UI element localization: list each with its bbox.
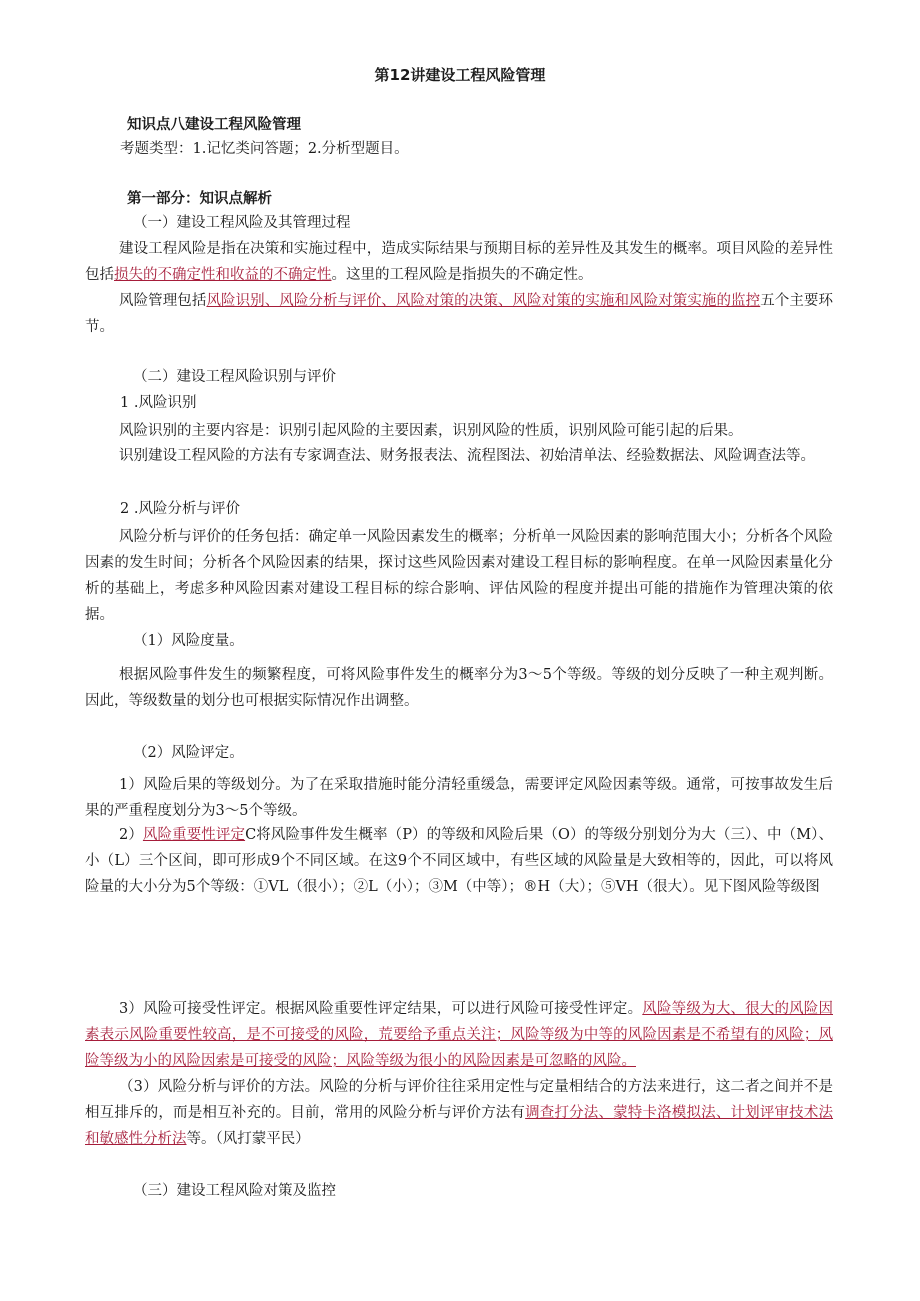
item-2-heading: 2 .风险分析与评价: [120, 501, 240, 517]
highlight-text: 风险重要性评定: [142, 827, 246, 843]
text: 风险管理包括: [119, 293, 207, 309]
highlight-text: 风险等级为大、很大的风险因素表示风险重要性较高，是不可接受的风险，荒要给予重点关注；风险等级为中等的风险因素是不希望有的风险；风险等级为小的风险因索是可接受的风险；风险等级为很小的风险因素是可忽略的风险。: [85, 1001, 833, 1069]
section-2-heading: （二）建设工程风险识别与评价: [133, 369, 336, 385]
subsection-evaluation: （2）风险评定。: [133, 745, 244, 761]
knowledge-point-heading: 知识点八建设工程风险管理: [127, 117, 301, 133]
text: （3）风险分析与评价的方法。风险的分析与评价往往采用定性与定量相结合的方法来进行，这二者之间并不是相互排斥的，而是相互补充的。目前，常用的风险分析与评价方法有: [85, 1079, 833, 1121]
paragraph-risk-definition: [85, 236, 833, 288]
paragraph-consequence-grading: 1）风险后果的等级划分。为了在采取措施时能分清轻重缓急，需要评定风险因素等级。通常，可按事故发生后果的严重程度划分为3～5个等级。: [85, 777, 833, 819]
paragraph-measurement: 根据风险事件发生的频繁程度，可将风险事件发生的概率分为3～5个等级。等级的划分反映了一种主观判断。因此，等级数量的划分也可根据实际情况作出调整。: [85, 667, 833, 709]
subsection-measurement: （1）风险度量。: [133, 633, 244, 649]
highlight-text: 损失的不确定性和收益的不确定性: [114, 267, 332, 283]
text: 建设工程风险是指在决策和实施过程中，造成实际结果与预期目标的差异性及其发生的概率。项目风险的差异性包括: [85, 241, 833, 283]
item-1-heading: 1 .风险识别: [120, 395, 197, 411]
paragraph-identification-methods: 识别建设工程风险的方法有专家调查法、财务报表法、流程图法、初始清单法、经验数据法、风险调查法等。: [119, 448, 815, 464]
paragraph-acceptability: [85, 996, 833, 1074]
part-heading: 第一部分：知识点解析: [127, 191, 272, 207]
paragraph-identification-content: 风险识别的主要内容是：识别引起风险的主要因素，识别风险的性质，识别风险可能引起的后果。: [119, 423, 743, 439]
section-3-heading: （三）建设工程风险对策及监控: [133, 1183, 336, 1199]
text: 等。（风打蒙平民）: [186, 1131, 310, 1147]
text: C将风险事件发生概率（P）的等级和风险后果（O）的等级分别划分为大（三）、中（M）、小（L）三个区间，即可形成9个不同区域。在这9个不同区域中，有些区域的风险量是大致相等的，因此，可以将风险量的大小分为5个等级：①VL（很小）；②L（小）；③M（中等）；®H（大）；⑤VH（很大）。见下图风险等级图: [85, 827, 833, 895]
text: 五个主要环节。: [85, 293, 834, 335]
text: 2）: [119, 827, 143, 843]
highlight-text: 风险识别、风险分析与评价、风险对策的决策、风险对策的实施和风险对策实施的监控: [206, 293, 761, 309]
page-title: 第12讲建设工程风险管理: [374, 66, 546, 84]
paragraph-importance-evaluation: [85, 822, 833, 900]
highlight-text: 调查打分法、蒙特卡洛模拟法、计划评审技术法和敏感性分析法: [85, 1105, 834, 1147]
text: 。这里的工程风险是指损失的不确定性。: [331, 267, 593, 283]
section-1-heading: （一）建设工程风险及其管理过程: [133, 215, 351, 231]
question-types: 考题类型：1.记忆类问答题；2.分析型题目。: [120, 141, 409, 157]
paragraph-analysis-tasks: 风险分析与评价的任务包括：确定单一风险因素发生的概率；分析单一风险因素的影响范围大小；分析各个风险因素的发生时间；分析各个风险因素的结果，探讨这些风险因素对建设工程目标的影响程度。在单一风险因素量化分析的基础上，考虑多种风险因素对建设工程目标的综合影响、评估风险的程度并提出可能的措施作为管理决策的依据。: [85, 529, 833, 623]
paragraph-methods: [85, 1074, 833, 1152]
paragraph-risk-management: [85, 288, 833, 340]
text: 3）风险可接受性评定。根据风险重要性评定结果，可以进行风险可接受性评定。: [119, 1001, 643, 1017]
